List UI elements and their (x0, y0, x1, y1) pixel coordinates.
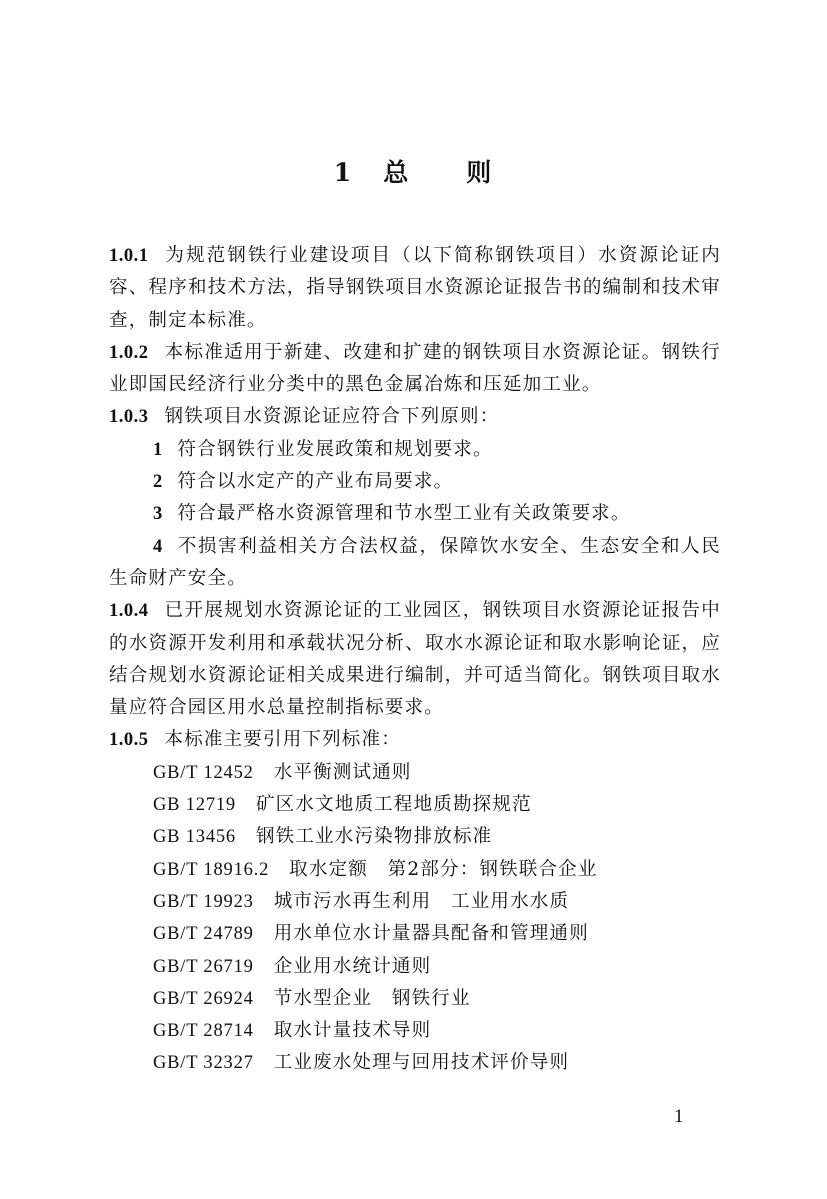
standard-name: 城市污水再生利用 工业用水水质 (273, 890, 570, 912)
standard-reference (109, 886, 721, 918)
standard-reference (109, 951, 721, 983)
item-number: 2 (153, 472, 164, 493)
clause-1-0-2 (109, 337, 721, 402)
standard-name: 工业废水处理与回用技术评价导则 (273, 1052, 570, 1074)
chapter-body (109, 240, 721, 1080)
standard-code: GB/T 24789 (153, 924, 254, 945)
clause-number: 1.0.5 (109, 730, 149, 751)
clause-number: 1.0.3 (109, 407, 149, 428)
standard-name: 用水单位水计量器具配备和管理通则 (273, 923, 589, 945)
standard-code: GB 12719 (153, 795, 236, 816)
standard-reference (109, 918, 721, 950)
standard-code: GB/T 32327 (153, 1053, 254, 1074)
standard-code: GB 13456 (153, 827, 236, 848)
clause-text: 已开展规划水资源论证的工业园区，钢铁项目水资源论证报告中的水资源开发利用和承载状况分析、取水水源论证和取水影响论证，应结合规划水资源论证相关成果进行编制，并可适当简化。钢铁项目取水量应符合园区用水总量控制指标要求。 (109, 600, 721, 719)
clause-text: 为规范钢铁行业建设项目（以下简称钢铁项目）水资源论证内容、程序和技术方法，指导钢铁项目水资源论证报告书的编制和技术审查，制定本标准。 (109, 245, 721, 331)
standard-code: GB/T 18916.2 (153, 859, 270, 880)
standard-name: 钢铁工业水污染物排放标准 (255, 826, 493, 848)
principle-item (109, 498, 721, 530)
standard-name: 矿区水文地质工程地质勘探规范 (255, 794, 532, 816)
item-text: 不损害利益相关方合法权益，保障饮水安全、生态安全和人民生命财产安全。 (109, 535, 721, 589)
clause-1-0-5 (109, 724, 721, 756)
standard-reference (109, 1047, 721, 1079)
chapter-title-word-2: 则 (466, 158, 494, 187)
clause-text: 钢铁项目水资源论证应符合下列原则： (164, 406, 500, 428)
clause-number: 1.0.4 (109, 601, 149, 622)
principle-item (109, 434, 721, 466)
standard-name: 水平衡测试通则 (273, 761, 412, 783)
clause-1-0-4 (109, 595, 721, 724)
item-number: 4 (153, 536, 164, 557)
standard-reference (109, 983, 721, 1015)
page-number: 1 (674, 1106, 684, 1127)
standard-reference (109, 854, 721, 886)
standard-name: 节水型企业 钢铁行业 (273, 987, 471, 1009)
chapter-title (0, 156, 827, 190)
standard-name: 企业用水统计通则 (273, 955, 432, 977)
standard-reference (109, 821, 721, 853)
item-text: 符合以水定产的产业布局要求。 (177, 471, 454, 493)
clause-1-0-3 (109, 401, 721, 433)
chapter-title-word-1: 总 (383, 158, 411, 187)
standard-code: GB/T 28714 (153, 1021, 254, 1042)
principle-item (109, 531, 721, 596)
standard-code: GB/T 19923 (153, 891, 254, 912)
clause-text: 本标准适用于新建、改建和扩建的钢铁项目水资源论证。钢铁行业即国民经济行业分类中的黑色金属冶炼和压延加工业。 (109, 341, 721, 396)
clause-number: 1.0.1 (109, 246, 149, 266)
item-number: 1 (153, 439, 164, 460)
item-text: 符合钢铁行业发展政策和规划要求。 (177, 438, 493, 460)
standard-code: GB/T 12452 (153, 762, 254, 783)
clause-number: 1.0.2 (109, 342, 149, 363)
standard-name: 取水计量技术导则 (273, 1020, 432, 1042)
clause-text: 本标准主要引用下列标准： (164, 729, 401, 751)
item-text: 符合最严格水资源管理和节水型工业有关政策要求。 (177, 503, 631, 525)
standard-code: GB/T 26924 (153, 988, 254, 1009)
standard-reference (109, 789, 721, 821)
standard-name: 取水定额 第2部分：钢铁联合企业 (289, 858, 598, 880)
principle-item (109, 466, 721, 498)
item-number: 3 (153, 504, 164, 525)
standard-reference (109, 757, 721, 789)
chapter-number: 1 (333, 158, 354, 187)
clause-1-0-1 (109, 240, 721, 337)
standard-code: GB/T 26719 (153, 956, 254, 977)
standard-reference (109, 1015, 721, 1047)
